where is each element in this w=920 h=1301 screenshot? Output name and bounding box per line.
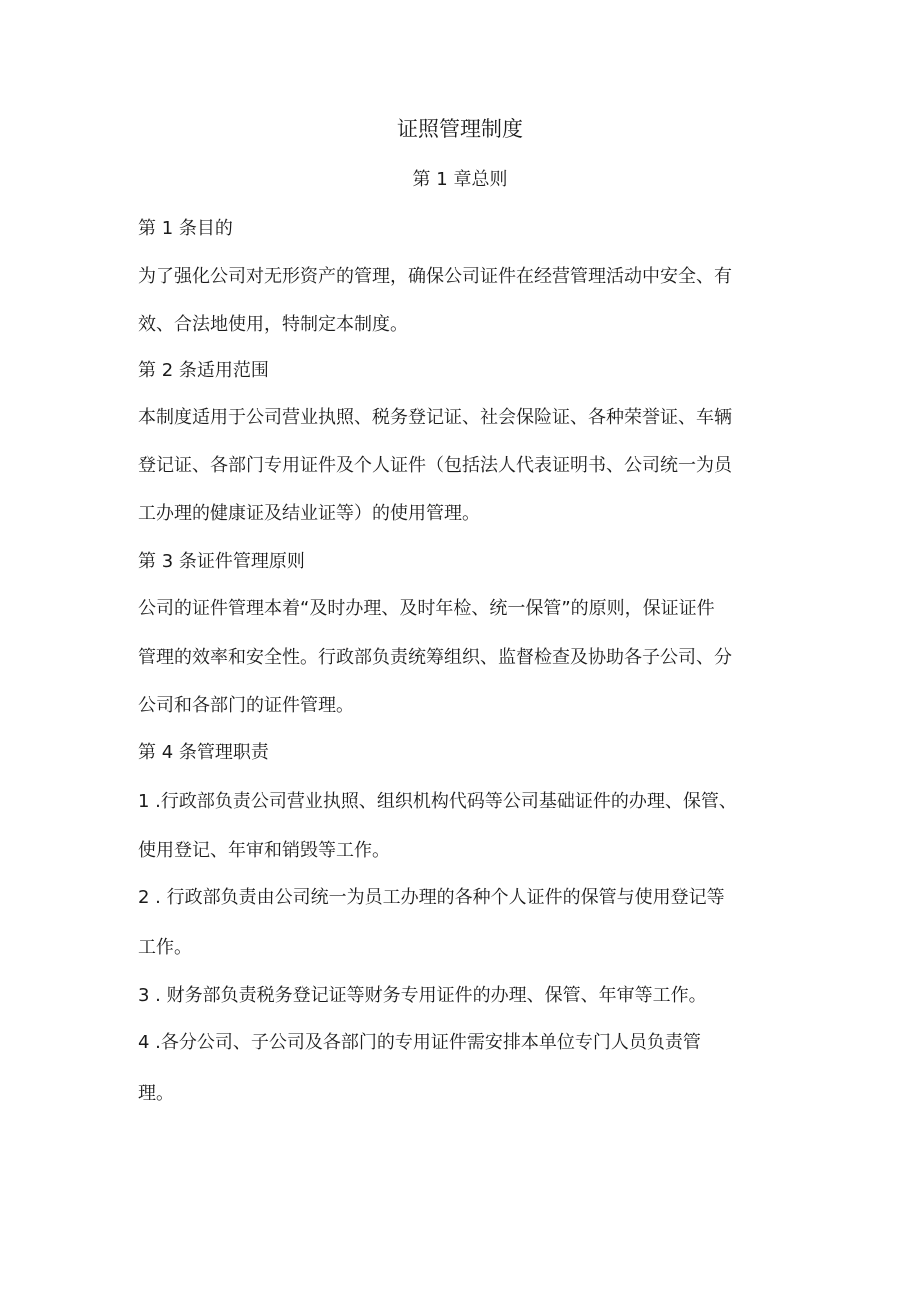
paragraph-line: 为了强化公司对无形资产的管理，确保公司证件在经营管理活动中安全、有 bbox=[138, 266, 732, 287]
list-item: 4 .各分公司、子公司及各部门的专用证件需安排本单位专门人员负责管 bbox=[138, 1032, 701, 1053]
list-item: 1 .行政部负责公司营业执照、组织机构代码等公司基础证件的办理、保管、 bbox=[138, 791, 737, 812]
paragraph-line: 公司和各部门的证件管理。 bbox=[138, 695, 354, 716]
paragraph-line: 效、合法地使用，特制定本制度。 bbox=[138, 314, 408, 335]
paragraph-line: 公司的证件管理本着“及时办理、及时年检、统一保管”的原则，保证证件 bbox=[138, 598, 715, 619]
document-title: 证照管理制度 bbox=[397, 117, 523, 141]
list-item: 3 . 财务部负责税务登记证等财务专用证件的办理、保管、年审等工作。 bbox=[138, 985, 707, 1006]
article-2-heading: 第 2 条适用范围 bbox=[138, 360, 269, 381]
list-item: 2 . 行政部负责由公司统一为员工办理的各种个人证件的保管与使用登记等 bbox=[138, 887, 725, 908]
list-item-continuation: 使用登记、年审和销毁等工作。 bbox=[138, 840, 390, 861]
paragraph-line: 管理的效率和安全性。行政部负责统筹组织、监督检查及协助各子公司、分 bbox=[138, 647, 732, 668]
article-4-heading: 第 4 条管理职责 bbox=[138, 742, 269, 763]
list-item-continuation: 理。 bbox=[138, 1083, 174, 1104]
paragraph-line: 本制度适用于公司营业执照、税务登记证、社会保险证、各种荣誉证、车辆 bbox=[138, 407, 732, 428]
article-1-heading: 第 1 条目的 bbox=[138, 218, 233, 239]
paragraph-line: 登记证、各部门专用证件及个人证件（包括法人代表证明书、公司统一为员 bbox=[138, 455, 732, 476]
list-item-continuation: 工作。 bbox=[138, 937, 192, 958]
article-3-heading: 第 3 条证件管理原则 bbox=[138, 551, 305, 572]
paragraph-line: 工办理的健康证及结业证等）的使用管理。 bbox=[138, 503, 480, 524]
chapter-heading: 第 1 章总则 bbox=[412, 169, 508, 190]
